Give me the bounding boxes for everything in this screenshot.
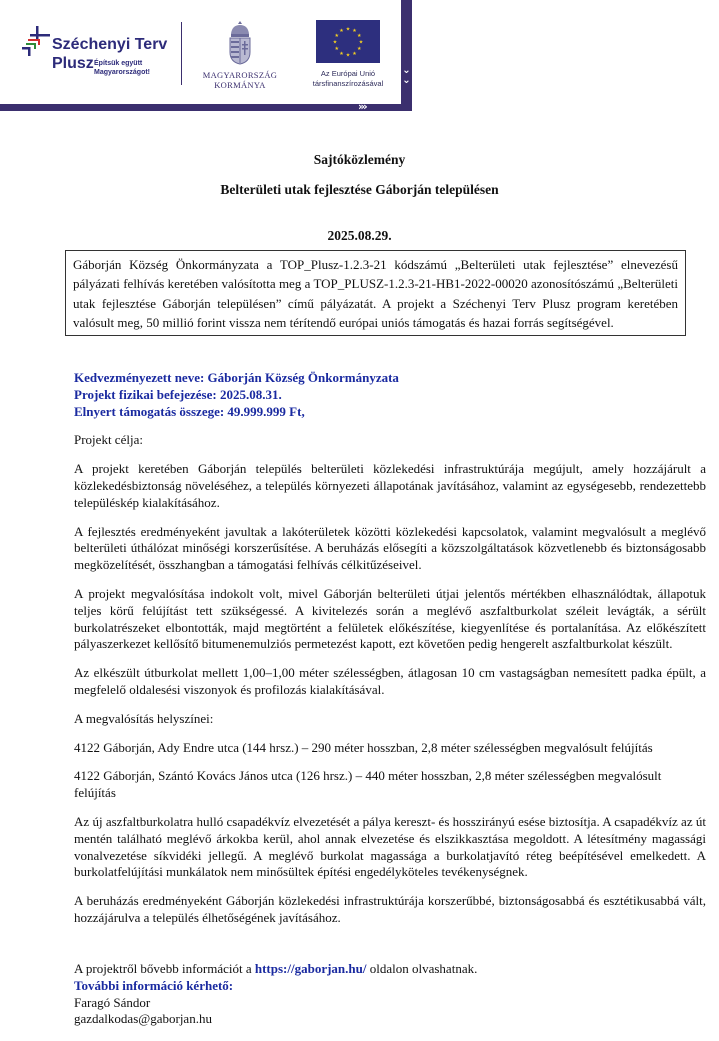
gov-line-2: KORMÁNYA	[214, 80, 266, 90]
government-logo	[195, 20, 285, 90]
eu-logo	[298, 20, 398, 89]
chevrons-down-icon: ⌄ ⌄	[402, 65, 411, 86]
paragraph: Az elkészült útburkolat mellett 1,00–1,00 méter szélességben, átlagosan 10 cm vastagságban nemesített padka épült, a megfelelő oldalesési viszonyok és profilozás kialakításával.	[74, 665, 706, 697]
contact-name: Faragó Sándor	[74, 994, 151, 1010]
chevrons-right-icon: ›››	[358, 100, 366, 113]
gov-line-1: MAGYARORSZÁG	[202, 70, 278, 80]
paragraph: A beruházás eredményeként Gáborján közlekedési infrastruktúrája korszerűbbé, biztonságosabbá és esztétikusabbá vált, hozzájárulva a település élhetőségének javításához.	[74, 893, 706, 925]
locations-label: A megvalósítás helyszínei:	[74, 710, 214, 726]
szechenyi-title: Széchenyi Terv	[52, 36, 168, 53]
frame-border-bottom	[0, 104, 412, 111]
more-info-line	[74, 961, 477, 978]
eu-star-icon: ★	[358, 40, 364, 46]
more-info-prefix: A projektről bővebb információt a	[74, 961, 255, 976]
slogan-line-1: Építsük együtt	[94, 60, 143, 67]
document-date: 2025.08.29.	[327, 228, 392, 243]
goal-label: Projekt célja:	[74, 432, 143, 448]
completion-date: Projekt fizikai befejezése: 2025.08.31.	[74, 386, 282, 402]
coat-of-arms-icon	[226, 20, 254, 66]
beneficiary-name: Kedvezményezett neve: Gáborján Község Önkormányzata	[74, 370, 399, 385]
grant-amount: Elnyert támogatás összege: 49.999.999 Ft,	[74, 403, 305, 419]
eu-flag-icon	[316, 20, 380, 63]
government-name	[195, 70, 285, 90]
szechenyi-plus: Plusz	[52, 55, 94, 72]
paragraph: A fejlesztés eredményeként javultak a lakóterületek közötti közlekedési kapcsolatok, valamint megvalósult a meglévő belterületi úthálózat minőségi korszerűsítése. A beruházás elősegíti a közszolgáltatások közvetlenebb és biztonságosabb megközelítését, összhangban a támogatási felhívás célkitűzéseivel.	[74, 523, 706, 573]
header-banner	[0, 0, 415, 112]
document-body	[74, 370, 706, 939]
contact-label: További információ kérhető:	[74, 977, 234, 993]
eu-star-icon: ★	[334, 47, 339, 52]
slogan-line-2: Magyarországot!	[94, 69, 151, 76]
eu-star-icon: ★	[339, 29, 344, 35]
paragraph: Az új aszfaltburkolatra hulló csapadékvíz elvezetését a pálya kereszt- és hosszirányú esése biztosítja. A csapadékvíz az út mentén található meglévő árkokba kerül, ahol annak elvezetése és elszikkasztása megoldott. A létesítmény magassági vonalvezetése síkvidéki jellegű. A meglévő burkolat magassága a burkolatjavító réteg beépítésével emelkedett. A burkolatfelújítási munkálatok nem minősültek építési engedélyköteles tevékenységnek.	[74, 813, 706, 880]
frame-border-right	[401, 0, 412, 110]
website-link[interactable]: https://gaborjan.hu/	[254, 961, 367, 976]
paragraph: A projekt keretében Gáborján település belterületi közlekedési infrastruktúrája megújult, amely hozzájárult a közlekedésbiztonság növeléséhez, a település környezeti állapotának javításához, valamint az egységesebb, rendezettebb településkép kialakításához.	[74, 461, 706, 510]
document-type: Sajtóközlemény	[313, 152, 406, 167]
eu-line-1: Az Európai Unió	[320, 69, 376, 78]
summary-box	[65, 250, 686, 336]
more-info-suffix: oldalon olvashatnak.	[366, 961, 478, 976]
contact-email[interactable]: gazdalkodas@gaborjan.hu	[74, 1011, 212, 1027]
contact-section	[74, 961, 477, 1028]
logo-divider	[181, 22, 182, 85]
eu-star-icon: ★	[345, 27, 351, 33]
eu-star-icon: ★	[352, 29, 357, 35]
eu-star-icon: ★	[332, 40, 338, 46]
eu-star-icon: ★	[357, 34, 362, 39]
eu-star-icon: ★	[334, 34, 339, 39]
summary-text: Gáborján Község Önkormányzata a TOP_Plusz-1.2.3-21 kódszámú „Belterületi utak fejlesztése” elnevezésű pályázati felhívás keretében valósította meg a TOP_PLUSZ-1.2.3-21-HB1-2022-00020 azonosítószámú „Belterületi utak fejlesztése Gáborján településen” című pályázatát. A projekt a Széchenyi Terv Plusz program keretében valósult meg, 50 millió forint vissza nem térítendő európai uniós támogatás és hazai forrás segítségével.	[73, 257, 678, 330]
paragraph: A projekt megvalósítása indokolt volt, mivel Gáborján belterületi útjai jelentős mértékben elhasználódtak, állapotuk teljes körű felújítást tett szükségessé. A kivitelezés során a meglévő aszfaltburkolat széleit levágták, a sérült burkolatrészeket elbontották, majd megtörtént a felületek előkészítése, kiegyenlítése és portalanítása. Az előkészített pályaszerkezet kellősítő bitumenemulziós permetezést kapott, ezt követően pedig hengerelt aszfaltburkolat készült.	[74, 585, 706, 652]
key-facts	[74, 370, 706, 420]
eu-star-icon: ★	[345, 53, 351, 59]
location-item: 4122 Gáborján, Szántó Kovács János utca (126 hrsz.) – 440 méter hosszban, 2,8 méter szélességben megvalósult felújítás	[74, 768, 662, 801]
eu-star-icon: ★	[352, 51, 357, 57]
eu-star-icon: ★	[357, 47, 362, 52]
eu-text	[298, 69, 398, 89]
szechenyi-slogan	[94, 59, 184, 77]
szechenyi-cross-icon	[22, 26, 52, 56]
eu-star-icon: ★	[339, 51, 344, 57]
location-item: 4122 Gáborján, Ady Endre utca (144 hrsz.) – 290 méter hosszban, 2,8 méter szélességben megvalósult felújítás	[74, 739, 653, 755]
eu-line-2: társfinanszírozásával	[312, 79, 384, 88]
document-title: Belterületi utak fejlesztése Gáborján településen	[220, 182, 499, 197]
